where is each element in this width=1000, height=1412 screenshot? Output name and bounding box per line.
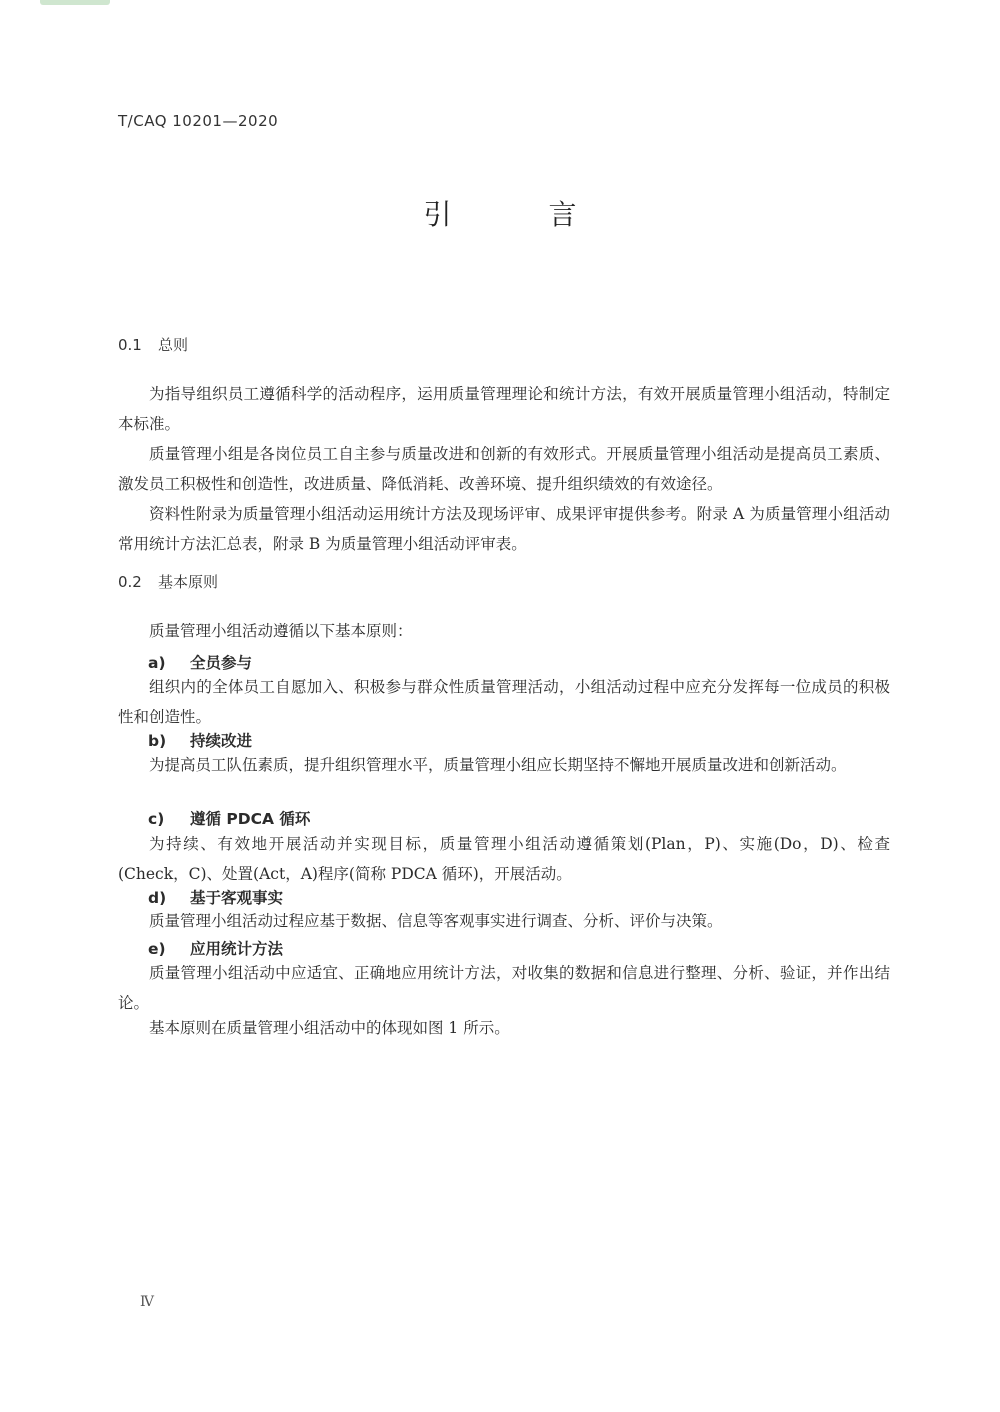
section-number: 0.2 (118, 573, 142, 591)
item-label: e) (148, 940, 166, 958)
page-title: 引 言 (423, 198, 621, 231)
item-label: a) (148, 654, 166, 672)
paragraph: 质量管理小组是各岗位员工自主参与质量改进和创新的有效形式。开展质量管理小组活动是提高员工素质、激发员工积极性和创造性，改进质量、降低消耗、改善环境、提升组织绩效的有效途径。 (118, 445, 890, 493)
paragraph: 资料性附录为质量管理小组活动运用统计方法及现场评审、成果评审提供参考。附录 A 为质量管理小组活动常用统计方法汇总表，附录 B 为质量管理小组活动评审表。 (118, 505, 890, 553)
item-title: 遵循 PDCA 循环 (190, 810, 311, 828)
principles-closing: 基本原则在质量管理小组活动中的体现如图 1 所示。 (149, 1019, 510, 1037)
paragraph: 为指导组织员工遵循科学的活动程序，运用质量管理理论和统计方法，有效开展质量管理小组活动，特制定本标准。 (118, 385, 890, 433)
section-title: 总则 (158, 336, 189, 354)
scan-edge-mark (40, 0, 110, 5)
principle-heading-d (148, 886, 283, 908)
item-title: 持续改进 (190, 732, 253, 750)
item-label: d) (148, 889, 167, 907)
principle-text-b: 为提高员工队伍素质，提升组织管理水平，质量管理小组应长期坚持不懈地开展质量改进和创新活动。 (149, 756, 847, 774)
item-label: c) (148, 810, 165, 828)
principle-text-d: 质量管理小组活动过程应基于数据、信息等客观事实进行调查、分析、评价与决策。 (149, 912, 723, 930)
principle-text-c: 为持续、有效地开展活动并实现目标，质量管理小组活动遵循策划(Plan，P)、实施(Do，D)、检查(Check，C)、处置(Act，A)程序(简称 PDCA 循环)，开展活动。 (118, 835, 890, 883)
principle-heading-b (148, 729, 252, 751)
section-heading-0-1 (118, 334, 188, 355)
section-number: 0.1 (118, 336, 142, 354)
item-title: 基于客观事实 (190, 889, 284, 907)
principles-intro: 质量管理小组活动遵循以下基本原则： (149, 622, 413, 640)
principle-heading-e (148, 937, 283, 959)
page-number: Ⅳ (140, 1294, 154, 1310)
item-title: 全员参与 (190, 654, 253, 672)
section-heading-0-2 (118, 571, 218, 592)
section-title: 基本原则 (158, 573, 219, 591)
principle-text-e: 质量管理小组活动中应适宜、正确地应用统计方法，对收集的数据和信息进行整理、分析、验证，并作出结论。 (118, 964, 890, 1012)
principle-heading-c (148, 807, 310, 829)
principle-heading-a (148, 651, 252, 673)
item-title: 应用统计方法 (190, 940, 284, 958)
item-label: b) (148, 732, 167, 750)
principle-text-a: 组织内的全体员工自愿加入、积极参与群众性质量管理活动，小组活动过程中应充分发挥每一位成员的积极性和创造性。 (118, 678, 890, 726)
document-code: T/CAQ 10201—2020 (118, 112, 279, 130)
